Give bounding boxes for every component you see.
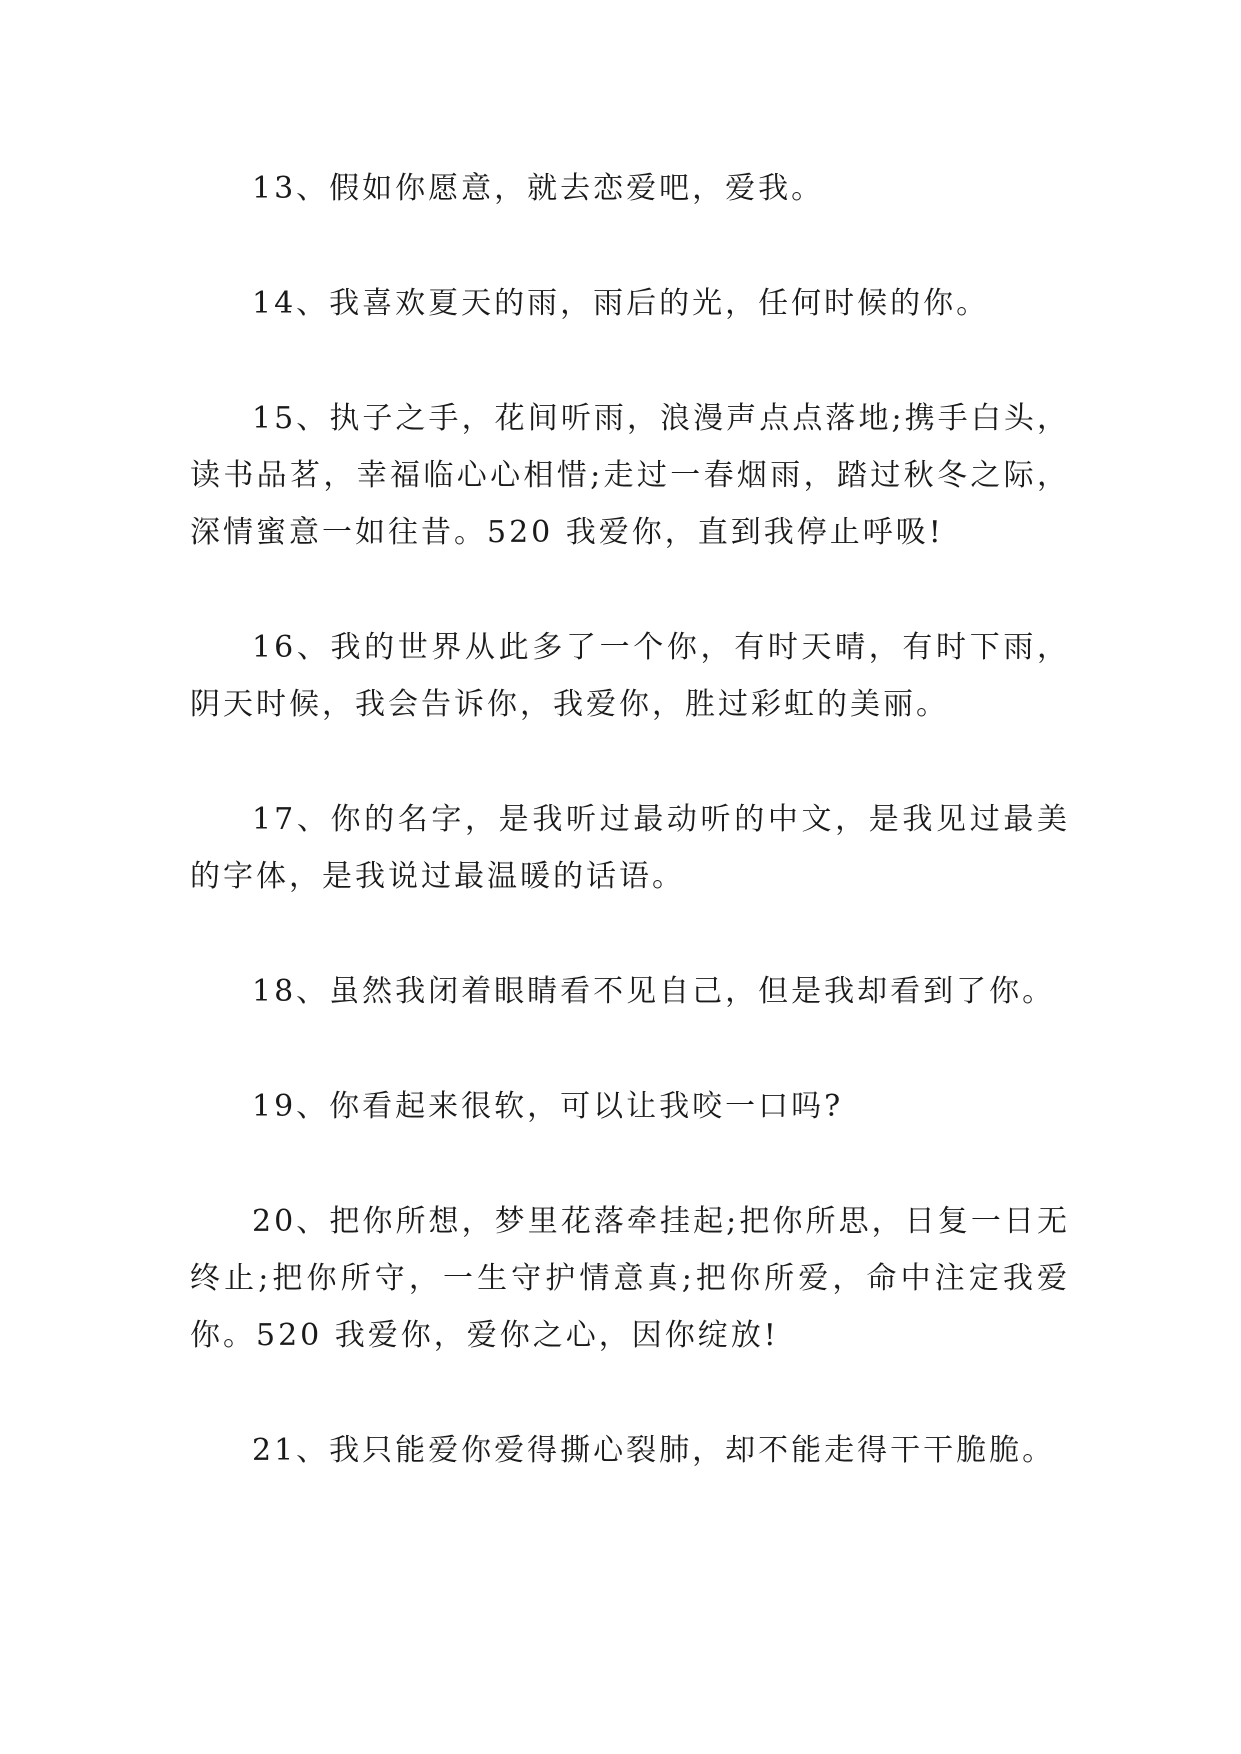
paragraph-14: 14、我喜欢夏天的雨，雨后的光，任何时候的你。 — [252, 286, 990, 321]
paragraph-13: 13、假如你愿意，就去恋爱吧，爱我。 — [252, 171, 825, 206]
paragraph-19: 19、你看起来很软，可以让我咬一口吗? — [252, 1089, 844, 1124]
paragraph-21: 21、我只能爱你爱得撕心裂肺，却不能走得干干脆脆。 — [252, 1433, 1056, 1468]
paragraph-16: 16、我的世界从此多了一个你，有时天晴，有时下雨，阴天时候，我会告诉你，我爱你，胜过彩虹的美丽。 — [190, 630, 1070, 722]
paragraph-20: 20、把你所想，梦里花落牵挂起;把你所思，日复一日无终止;把你所守，一生守护情意真;把你所爱，命中注定我爱你。520 我爱你，爱你之心，因你绽放! — [190, 1204, 1070, 1353]
paragraph-15: 15、执子之手，花间听雨，浪漫声点点落地;携手白头，读书品茗，幸福临心心相惜;走过一春烟雨，踏过秋冬之际，深情蜜意一如往昔。520 我爱你，直到我停止呼吸! — [190, 401, 1070, 550]
document-body — [190, 160, 1070, 1537]
paragraph-18: 18、虽然我闭着眼睛看不见自己，但是我却看到了你。 — [252, 974, 1056, 1009]
paragraph-17: 17、你的名字，是我听过最动听的中文，是我见过最美的字体，是我说过最温暖的话语。 — [190, 802, 1070, 894]
